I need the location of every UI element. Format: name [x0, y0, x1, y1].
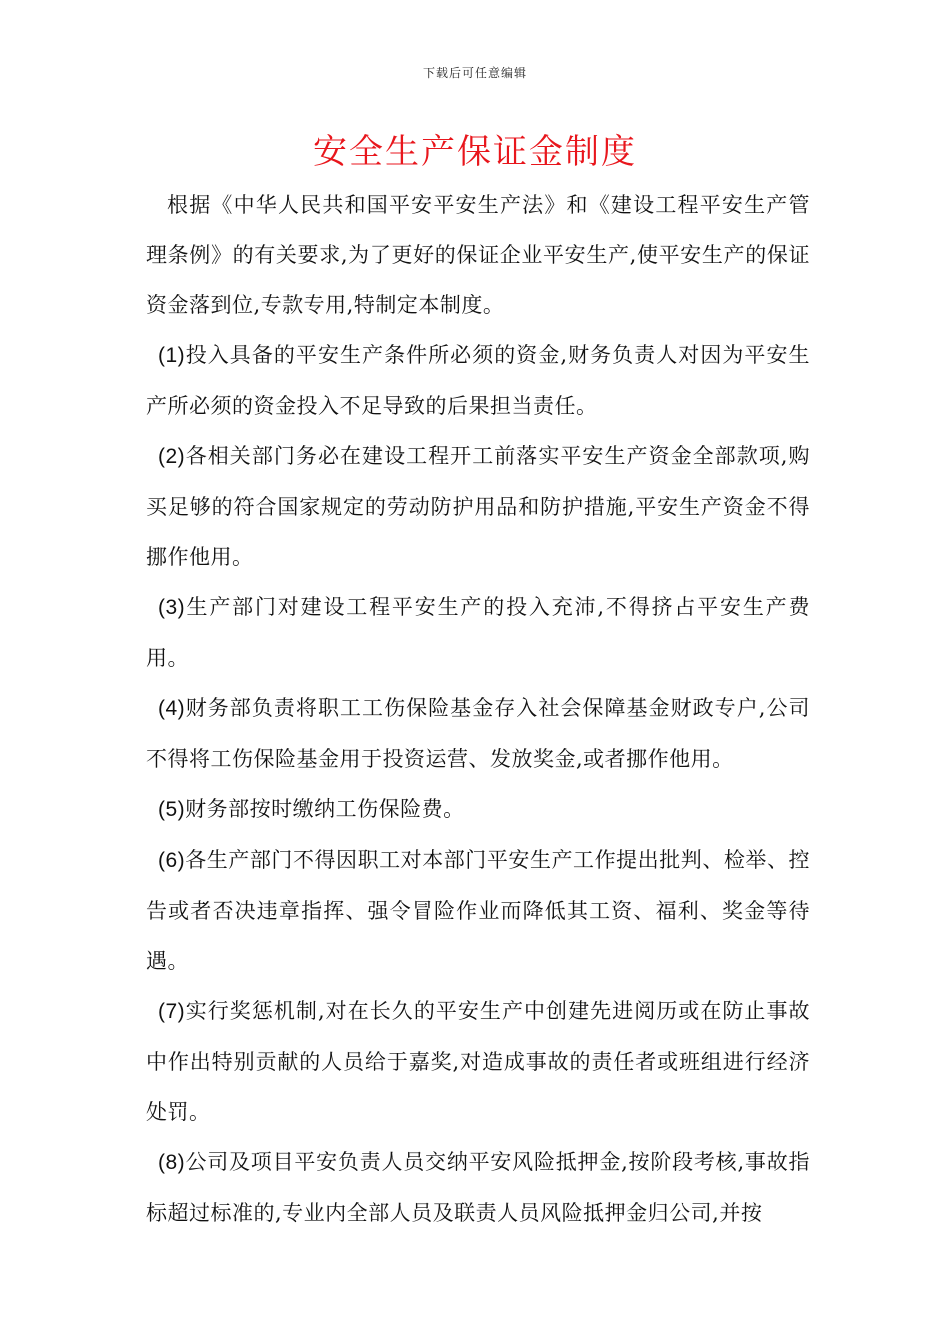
clause-number: (5) [158, 798, 186, 821]
clause-text: 财务部按时缴纳工伤保险费。 [185, 797, 465, 821]
clause-text: 投入具备的平安生产条件所必须的资金,财务负责人对因为平安生产所必须的资金投入不足导致的后果担当责任。 [146, 343, 810, 418]
clause-number: (8) [158, 1151, 186, 1174]
document-title: 安全生产保证金制度 [313, 132, 637, 172]
clause-4 [146, 683, 810, 784]
clause-number: (7) [158, 1000, 186, 1023]
clause-6 [146, 835, 810, 986]
clause-number: (3) [158, 596, 186, 619]
clause-text: 实行奖惩机制,对在长久的平安生产中创建先进阅历或在防止事故中作出特别贡献的人员给于嘉奖,对造成事故的责任者或班组进行经济处罚。 [146, 999, 810, 1124]
clause-2 [146, 431, 810, 582]
clause-number: (1) [158, 344, 186, 367]
clause-7 [146, 986, 810, 1137]
clause-3 [146, 582, 810, 683]
document-body [146, 180, 810, 1238]
intro-paragraph: 根据《中华人民共和国平安平安生产法》和《建设工程平安生产管理条例》的有关要求,为了更好的保证企业平安生产,使平安生产的保证资金落到位,专款专用,特制定本制度。 [146, 193, 810, 317]
clause-text: 财务部负责将职工工伤保险基金存入社会保障基金财政专户,公司不得将工伤保险基金用于投资运营、发放奖金,或者挪作他用。 [146, 696, 810, 771]
clause-text: 各相关部门务必在建设工程开工前落实平安生产资金全部款项,购买足够的符合国家规定的劳动防护用品和防护措施,平安生产资金不得挪作他用。 [146, 444, 810, 569]
clause-number: (2) [158, 445, 186, 468]
clause-5 [146, 784, 810, 835]
clause-text: 各生产部门不得因职工对本部门平安生产工作提出批判、检举、控告或者否决违章指挥、强令冒险作业而降低其工资、福利、奖金等待遇。 [146, 848, 810, 973]
clause-text: 公司及项目平安负责人员交纳平安风险抵押金,按阶段考核,事故指标超过标准的,专业内全部人员及联责人员风险抵押金归公司,并按 [146, 1150, 810, 1225]
clause-text: 生产部门对建设工程平安生产的投入充沛,不得挤占平安生产费用。 [146, 595, 810, 670]
clause-1 [146, 330, 810, 431]
clause-number: (6) [158, 849, 186, 872]
header-note: 下载后可任意编辑 [422, 66, 527, 80]
clause-number: (4) [158, 697, 186, 720]
clause-8 [146, 1137, 810, 1238]
